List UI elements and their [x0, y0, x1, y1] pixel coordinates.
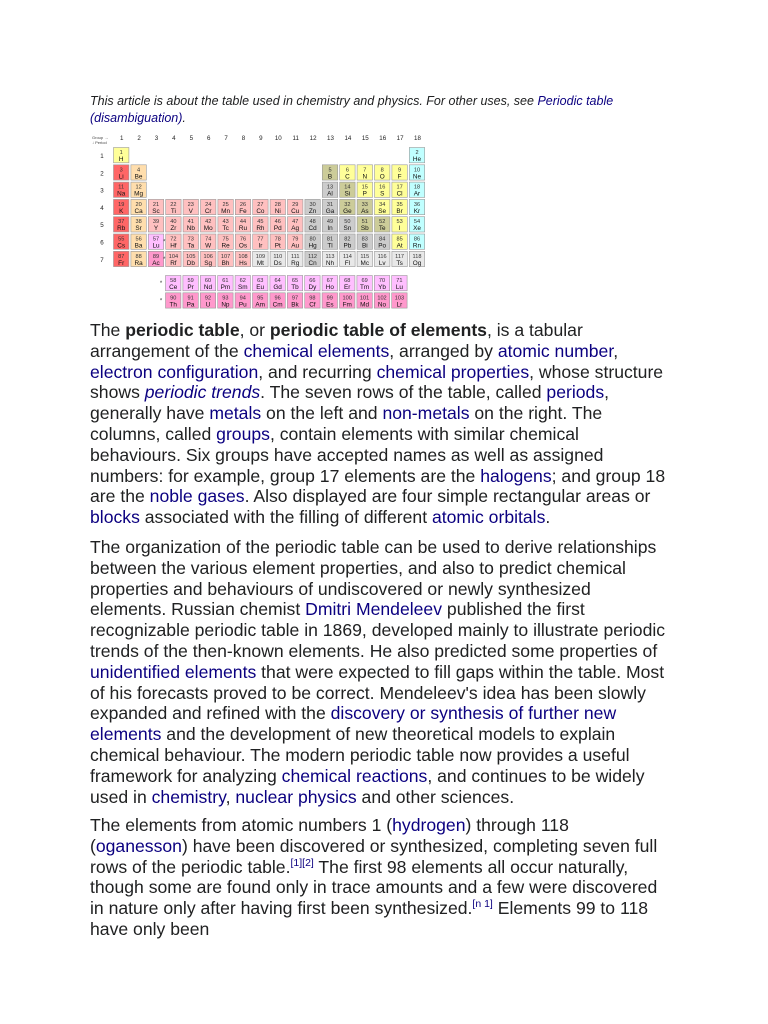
link-halogens[interactable]: halogens	[480, 465, 552, 486]
element-number: 63	[257, 278, 264, 284]
element-symbol: V	[188, 207, 193, 215]
element-number: 81	[326, 236, 334, 243]
link-nuclear-physics[interactable]: nuclear physics	[235, 786, 357, 807]
group-number: 6	[206, 135, 211, 142]
element-symbol: Cl	[396, 190, 403, 198]
element-symbol: Sn	[343, 225, 352, 233]
element-number: 25	[222, 201, 229, 208]
element-number: 114	[342, 253, 352, 260]
element-symbol: Tc	[222, 225, 229, 233]
element-number: 73	[187, 236, 194, 243]
element-number: 50	[344, 219, 351, 226]
link-chemical-properties[interactable]: chemical properties	[376, 361, 530, 382]
element-symbol: Fr	[118, 259, 125, 267]
element-symbol: Co	[256, 207, 265, 215]
element-symbol: Ds	[273, 259, 282, 267]
element-symbol: Mt	[256, 259, 264, 267]
group-number: 16	[379, 135, 387, 142]
element-symbol: Pr	[187, 284, 194, 291]
group-number: 1	[119, 135, 124, 142]
element-symbol: Ho	[325, 284, 334, 291]
element-symbol: Tl	[327, 242, 333, 250]
group-number: 4	[172, 135, 176, 142]
element-symbol: Lu	[395, 284, 403, 291]
lanthanide-marker: *	[159, 281, 163, 287]
element-symbol: Sc	[152, 207, 160, 215]
element-symbol: Ba	[134, 242, 143, 250]
element-number: 4	[137, 167, 141, 174]
element-number: 58	[170, 278, 177, 284]
element-number: 105	[186, 253, 196, 260]
group-number: 7	[224, 135, 228, 142]
element-number: 1	[119, 150, 123, 156]
element-symbol: Au	[291, 242, 300, 250]
element-symbol: Te	[378, 225, 386, 233]
link-groups[interactable]: groups	[216, 423, 270, 444]
element-symbol: Si	[344, 190, 351, 198]
link-atomic-number[interactable]: atomic number	[497, 340, 614, 361]
element-number: 61	[222, 278, 229, 284]
element-symbol: I	[398, 225, 401, 233]
element-number: 27	[257, 201, 264, 208]
element-symbol: Am	[255, 301, 265, 309]
element-number: 67	[326, 278, 333, 284]
link-chemical-reactions[interactable]: chemical reactions	[281, 765, 428, 786]
element-symbol: Hg	[308, 242, 317, 250]
element-number: 9	[398, 167, 402, 174]
element-symbol: Cs	[117, 242, 126, 250]
element-number: 29	[292, 201, 299, 208]
organization-paragraph: The organization of the periodic table can be used to derive relationships between the various element properties, and also to predict chemical properties and behaviours of undiscovered or newly synthesized elements. Russian chemist Dmitri Mendeleev published the first recognizable periodic table in 1869, developed mainly to illustrate periodic trends of the then-known elements. He also predicted some properties of unidentified elements that were expected to fill gaps within the table. Most of his forecasts proved to be correct. Mendeleev's idea has been slowly expanded and refined with the discovery or synthesis of further new elements and the development of new theoretical models to explain chemical behaviour. The modern periodic table now provides a useful framework for analyzing chemical reactions, and continues to be widely used in chemistry, nuclear physics and other sciences.	[90, 537, 666, 807]
element-symbol: Zn	[308, 207, 317, 215]
element-number: 59	[187, 278, 194, 284]
group-number: 2	[137, 135, 141, 142]
link-periods[interactable]: periods	[546, 382, 605, 403]
element-number: 100	[342, 295, 352, 302]
element-symbol: Eu	[256, 284, 265, 291]
element-symbol: Kr	[413, 207, 421, 215]
element-number: 92	[204, 295, 212, 302]
element-symbol: Ts	[396, 259, 403, 267]
element-symbol: Bi	[361, 242, 368, 250]
element-number: 26	[239, 201, 247, 208]
element-number: 118	[412, 253, 422, 260]
element-number: 79	[292, 236, 299, 243]
element-symbol: Pm	[220, 284, 231, 291]
element-number: 13	[326, 184, 334, 191]
element-number: 7	[363, 167, 367, 174]
element-number: 90	[170, 295, 177, 302]
group-number: 8	[241, 135, 246, 142]
element-symbol: In	[327, 225, 333, 233]
period-axis-label: ↓ Period	[92, 140, 107, 145]
element-symbol: Ar	[413, 190, 421, 198]
element-number: 24	[205, 201, 212, 208]
element-number: 108	[238, 253, 248, 260]
element-number: 80	[309, 236, 316, 243]
element-symbol: Er	[344, 284, 351, 291]
element-number: 64	[274, 278, 281, 284]
element-number: 47	[292, 219, 299, 226]
element-number: 32	[344, 201, 351, 208]
element-number: 21	[152, 201, 160, 208]
link-oganesson[interactable]: oganesson	[95, 835, 182, 856]
element-symbol: Dy	[308, 284, 317, 291]
element-symbol: C	[345, 173, 350, 181]
element-number: 49	[326, 219, 334, 226]
disambiguation-link[interactable]: Periodic table (disambiguation)	[90, 94, 614, 125]
element-number: 91	[187, 295, 194, 302]
element-symbol: Na	[117, 190, 126, 198]
actinide-marker: *	[159, 298, 163, 305]
element-symbol: Ga	[325, 207, 335, 215]
element-symbol: Rg	[291, 259, 300, 267]
element-number: 39	[152, 219, 160, 226]
link-atomic-orbitals[interactable]: atomic orbitals	[431, 507, 546, 528]
element-number: 117	[395, 253, 405, 260]
element-number: 66	[309, 278, 316, 284]
element-symbol: Rb	[117, 225, 126, 233]
group-number: 3	[154, 135, 159, 142]
link-blocks[interactable]: blocks	[90, 507, 140, 528]
element-number: 107	[220, 253, 231, 260]
element-symbol: Bk	[291, 301, 299, 309]
element-symbol: Pu	[238, 301, 247, 309]
element-symbol: Bh	[221, 259, 230, 267]
term-periodic-table-of-elements: periodic table of elements	[269, 320, 487, 340]
element-number: 109	[255, 253, 266, 260]
element-number: 16	[379, 184, 386, 191]
element-symbol: Rf	[170, 259, 177, 267]
element-number: 78	[274, 236, 281, 243]
element-number: 6	[345, 167, 349, 174]
element-symbol: S	[380, 190, 385, 198]
element-symbol: He	[412, 156, 422, 163]
element-symbol: Yb	[378, 284, 386, 291]
element-symbol: Cf	[309, 301, 316, 309]
element-symbol: K	[119, 207, 124, 215]
period-number: 5	[100, 222, 104, 230]
element-symbol: Po	[378, 242, 387, 250]
element-number: 74	[205, 236, 212, 243]
element-number: 55	[118, 236, 125, 243]
element-number: 22	[170, 201, 177, 208]
element-symbol: Fe	[239, 207, 247, 215]
element-symbol: Se	[378, 207, 387, 215]
element-number: 85	[396, 236, 403, 243]
element-symbol: Sg	[204, 259, 213, 267]
element-number: 41	[187, 219, 194, 226]
element-symbol: Hs	[239, 259, 247, 267]
element-symbol: Nh	[325, 259, 335, 267]
element-symbol: Ru	[238, 225, 248, 233]
element-symbol: Nb	[186, 225, 195, 233]
element-number: 11	[118, 184, 125, 191]
element-symbol: Lu	[152, 242, 160, 250]
element-number: 5	[328, 167, 332, 174]
element-number: 15	[361, 184, 368, 191]
fblock-marker: *	[163, 239, 166, 246]
element-symbol: Zr	[170, 225, 177, 233]
element-number: 75	[222, 236, 229, 243]
element-number: 14	[344, 184, 351, 191]
element-symbol: Ce	[169, 284, 178, 291]
element-symbol: Es	[326, 301, 334, 309]
element-number: 36	[413, 201, 421, 208]
element-symbol: Sm	[238, 284, 248, 291]
element-symbol: Sr	[135, 225, 142, 233]
element-symbol: Fm	[342, 301, 352, 309]
link-metals[interactable]: metals	[209, 403, 262, 424]
element-number: 62	[239, 278, 246, 284]
element-symbol: Tb	[291, 284, 299, 291]
element-symbol: Mc	[360, 259, 370, 267]
element-symbol: As	[361, 207, 369, 215]
element-number: 43	[222, 219, 229, 226]
element-number: 71	[396, 278, 403, 284]
element-number: 35	[396, 201, 403, 208]
fblock-marker: *	[163, 256, 166, 263]
element-symbol: Os	[238, 242, 248, 250]
element-number: 111	[290, 253, 300, 260]
element-symbol: Nd	[203, 284, 213, 291]
group-number: 18	[414, 135, 421, 142]
element-symbol: Pb	[343, 242, 352, 250]
period-number: 3	[100, 187, 104, 195]
element-symbol: Mo	[203, 225, 213, 233]
element-number: 99	[326, 295, 333, 302]
element-number: 51	[361, 219, 368, 226]
element-number: 115	[360, 253, 370, 260]
element-symbol: Ac	[152, 259, 160, 267]
element-number: 20	[135, 201, 142, 208]
period-number: 1	[100, 153, 104, 160]
element-number: 102	[377, 295, 387, 302]
element-number: 84	[379, 236, 386, 243]
element-number: 38	[135, 219, 142, 226]
group-number: 12	[309, 135, 317, 142]
element-number: 96	[274, 295, 281, 302]
element-number: 110	[273, 253, 283, 260]
element-number: 82	[344, 236, 351, 243]
link-dmitri-mendeleev[interactable]: Dmitri Mendeleev	[305, 599, 443, 620]
term-periodic-table: periodic table	[125, 320, 240, 340]
group-number: 17	[396, 135, 404, 142]
element-number: 33	[361, 201, 368, 208]
link-periodic-trends[interactable]: periodic trends	[144, 382, 261, 403]
element-symbol: Ag	[291, 225, 300, 233]
element-symbol: No	[377, 301, 387, 309]
element-number: 104	[168, 253, 179, 260]
element-symbol: Y	[153, 225, 159, 233]
period-number: 6	[100, 239, 104, 247]
element-symbol: Cr	[204, 207, 212, 215]
element-symbol: U	[205, 301, 211, 309]
element-symbol: Pt	[274, 242, 281, 250]
element-symbol: Re	[221, 242, 230, 250]
element-number: 60	[204, 278, 212, 284]
element-number: 98	[309, 295, 316, 302]
element-symbol: Mg	[134, 190, 144, 198]
element-symbol: Fl	[344, 259, 351, 267]
group-number: 13	[327, 135, 334, 142]
period-number: 4	[100, 204, 104, 212]
element-symbol: Tm	[359, 284, 370, 291]
link-chemical-elements[interactable]: chemical elements	[243, 340, 390, 361]
element-number: 17	[396, 184, 403, 191]
group-number: 10	[274, 135, 282, 142]
element-symbol: Mn	[221, 207, 231, 215]
hatnote: This article is about the table used in chemistry and physics. For other uses, see Periodic table (disambiguation).	[90, 94, 614, 125]
element-number: 44	[239, 219, 247, 226]
element-symbol: Gd	[273, 284, 282, 291]
element-symbol: B	[327, 173, 333, 181]
element-number: 76	[239, 236, 247, 243]
element-symbol: Ni	[274, 207, 281, 215]
element-symbol: Ne	[412, 173, 422, 181]
element-number: 28	[274, 201, 281, 208]
element-number: 70	[378, 278, 386, 284]
element-symbol: O	[379, 173, 385, 181]
element-number: 42	[205, 219, 212, 226]
element-number: 93	[222, 295, 229, 302]
element-number: 31	[326, 201, 334, 208]
element-symbol: Ti	[170, 207, 176, 215]
footnote-n1[interactable]: [n 1]	[472, 898, 493, 911]
element-number: 45	[257, 219, 264, 226]
element-number: 12	[135, 184, 142, 191]
citation-2[interactable]: [2]	[302, 856, 314, 869]
intro-paragraph: The periodic table, or periodic table of elements, is a tabular arrangement of the chemical elements, arranged by atomic number, electron configuration, and recurring chemical properties, whose structure shows periodic trends. The seven rows of the table, called periods, generally have metals on the left and non-metals on the right. The columns, called groups, contain elements with similar chemical behaviours. Six groups have accepted names as well as assigned numbers: for example, group 17 elements are the halogens; and group 18 are the noble gases. Also displayed are four simple rectangular areas or blocks associated with the filling of different atomic orbitals.	[90, 320, 666, 528]
element-number: 53	[396, 219, 403, 226]
link-unidentified-elements[interactable]: unidentified elements	[90, 661, 257, 682]
element-number: 112	[308, 253, 318, 260]
element-symbol: Cm	[272, 301, 283, 309]
link-chemistry[interactable]: chemistry	[151, 786, 226, 807]
element-number: 101	[359, 295, 370, 302]
element-number: 77	[257, 236, 264, 243]
element-number: 88	[135, 253, 142, 260]
element-symbol: W	[205, 242, 212, 250]
element-symbol: P	[362, 190, 367, 198]
elements-paragraph: The elements from atomic numbers 1 (hydrogen) through 118 (oganesson) have been discovered or synthesized, completing seven full rows of the periodic table.[1][2] The first 98 elements all occur naturally, though some are found only in trace amounts and a few were discovered in nature only after having first been synthesized.[n 1] Elements 99 to 118 have only been	[90, 815, 658, 939]
element-symbol: Lr	[396, 301, 403, 309]
element-number: 97	[291, 295, 299, 302]
element-number: 106	[203, 253, 213, 260]
element-number: 57	[152, 236, 160, 243]
element-symbol: N	[362, 173, 368, 181]
element-number: 3	[119, 167, 123, 174]
element-symbol: Sb	[360, 225, 369, 233]
element-symbol: Br	[396, 207, 403, 215]
element-number: 89	[152, 253, 160, 260]
element-number: 56	[135, 236, 142, 243]
element-symbol: Np	[221, 301, 230, 309]
element-symbol: Cd	[308, 225, 317, 233]
group-number: 15	[361, 135, 369, 142]
group-number: 11	[292, 135, 299, 142]
element-number: 10	[413, 167, 421, 174]
element-number: 48	[309, 219, 316, 226]
element-number: 30	[309, 201, 316, 208]
element-symbol: Db	[186, 259, 195, 267]
element-number: 46	[274, 219, 281, 226]
group-number: 14	[344, 135, 352, 142]
element-symbol: Ge	[343, 207, 352, 215]
element-number: 2	[415, 150, 419, 156]
element-number: 87	[118, 253, 125, 260]
element-symbol: Li	[118, 173, 124, 181]
element-number: 72	[170, 236, 177, 243]
link-non-metals[interactable]: non-metals	[382, 403, 470, 424]
group-axis-label: Group →	[92, 135, 109, 140]
element-symbol: H	[118, 156, 124, 163]
periodic-table-image[interactable]	[90, 130, 420, 315]
element-symbol: Al	[327, 190, 333, 198]
element-number: 68	[344, 278, 351, 284]
element-number: 94	[239, 295, 246, 302]
element-symbol: Ta	[187, 242, 195, 250]
element-symbol: Ca	[134, 207, 143, 215]
period-number: 2	[100, 170, 104, 178]
element-number: 113	[325, 253, 335, 260]
element-number: 8	[380, 167, 384, 174]
element-number: 18	[413, 184, 421, 191]
element-number: 83	[361, 236, 368, 243]
link-hydrogen[interactable]: hydrogen	[392, 815, 466, 835]
element-number: 54	[413, 219, 421, 226]
element-symbol: Th	[169, 301, 177, 309]
link-electron-configuration[interactable]: electron configuration	[90, 361, 259, 382]
element-symbol: Ra	[134, 259, 143, 267]
element-number: 52	[379, 219, 386, 226]
element-symbol: Cu	[291, 207, 300, 215]
element-number: 34	[379, 201, 386, 208]
element-number: 23	[187, 201, 194, 208]
element-number: 116	[377, 253, 387, 260]
element-symbol: Md	[360, 301, 370, 309]
link-noble-gases[interactable]: noble gases	[149, 486, 245, 507]
element-symbol: Pa	[186, 301, 195, 309]
element-number: 95	[257, 295, 264, 302]
element-number: 69	[361, 278, 368, 284]
element-symbol: Hf	[170, 242, 177, 250]
link-discovery-of-elements[interactable]: discovery or synthesis of further new elements	[90, 703, 617, 745]
element-number: 86	[413, 236, 421, 243]
element-symbol: Xe	[413, 225, 421, 233]
group-number: 5	[189, 135, 194, 142]
element-number: 65	[291, 278, 299, 284]
group-number: 9	[259, 135, 263, 142]
period-number: 7	[100, 256, 104, 264]
element-number: 19	[118, 201, 125, 208]
element-symbol: Og	[412, 259, 422, 267]
element-number: 37	[118, 219, 125, 226]
element-symbol: Cn	[308, 259, 317, 267]
element-symbol: Lv	[378, 259, 386, 267]
element-symbol: Ir	[258, 242, 263, 250]
element-symbol: Rn	[412, 242, 422, 250]
citation-1[interactable]: [1]	[290, 856, 303, 869]
element-symbol: Pd	[273, 225, 282, 233]
element-symbol: Be	[134, 173, 143, 181]
element-number: 103	[394, 295, 405, 302]
element-number: 40	[170, 219, 177, 226]
element-symbol: F	[397, 173, 402, 181]
element-symbol: At	[396, 242, 403, 250]
element-symbol: Rh	[256, 225, 265, 233]
